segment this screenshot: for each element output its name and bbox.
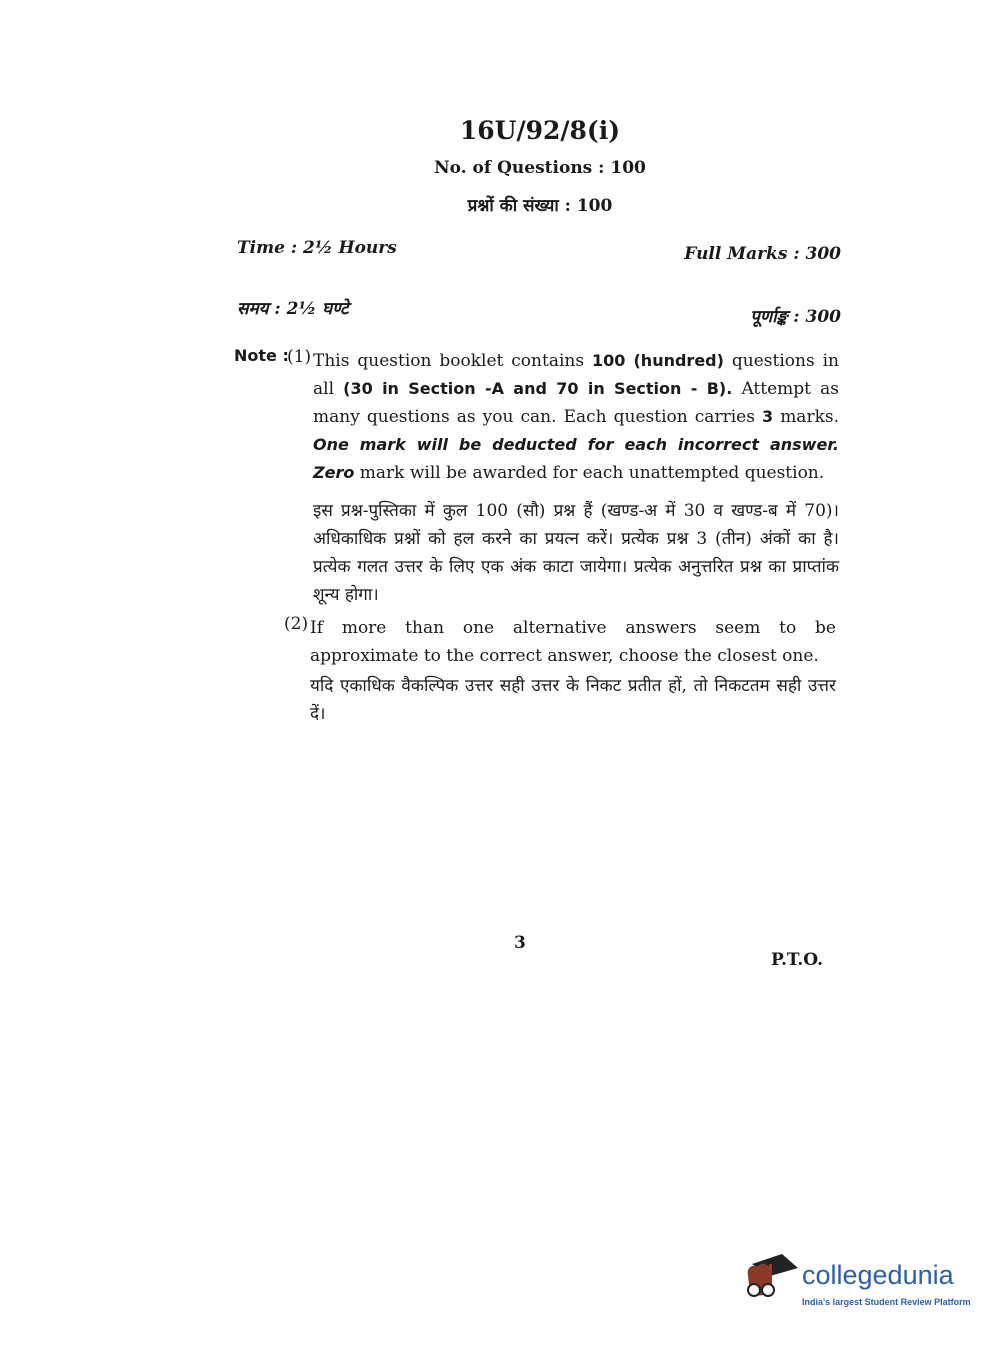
paper-code: 16U/92/8(i) [459,116,621,145]
note-2-number: (2) [284,614,309,634]
note-1-english [313,347,839,487]
time-allowed: Time : 2½ Hours [237,238,397,258]
collegedunia-tagline: India's largest Student Review Platform [802,1297,971,1307]
number-of-questions-hindi: प्रश्नों की संख्या : 100 [467,196,613,216]
note-text: questions in all [313,351,839,399]
collegedunia-logo-text: collegedunia [802,1260,954,1290]
note-bold: 3 [761,407,774,426]
note-text: mark will be awarded for each unattempted question. [354,463,825,483]
note-text: Attempt as many questions as you can. Each question carries [313,379,839,427]
time-allowed-hindi: समय : 2½ घण्टे [237,299,349,319]
pto-label: P.T.O. [771,950,823,970]
note-2-english: If more than one alternative answers seem to be approximate to the correct answer, choose the closest one. [310,618,836,666]
note-2-hindi: यदि एकाधिक वैकल्पिक उत्तर सही उत्तर के निकट प्रतीत हों, तो निकटतम सही उत्तर दें। [310,676,836,724]
number-of-questions: No. of Questions : 100 [434,158,646,178]
note-1-number: (1) [287,347,312,367]
note-text: marks. [773,407,839,427]
page-number: 3 [514,933,526,953]
note-1-hindi: इस प्रश्न-पुस्तिका में कुल 100 (सौ) प्रश्न हैं (खण्ड-अ में 30 व खण्ड-ब में 70)। अधिकाधिक प्रश्नों को हल करने का प्रयत्न करें। प्रत्येक प्रश्न 3 (तीन) अंकों का है। प्रत्येक गलत उत्तर के लिए एक अंक काटा जायेगा। प्रत्येक अनुत्तरित प्रश्न का प्राप्तांक शून्य होगा। [313,501,839,605]
full-marks: Full Marks : 300 [684,244,841,264]
full-marks-hindi: पूर्णाङ्क : 300 [750,307,841,327]
note-label: Note : [234,346,289,365]
collegedunia-mascot-icon [742,1250,798,1310]
note-bold-italic: One mark will be deducted for each incorrect answer. Zero [313,435,839,482]
note-bold: 100 (hundred) [592,351,724,370]
note-bold: (30 in Section -A and 70 in Section - B). [343,379,733,398]
note-text: This question booklet contains [313,351,592,371]
